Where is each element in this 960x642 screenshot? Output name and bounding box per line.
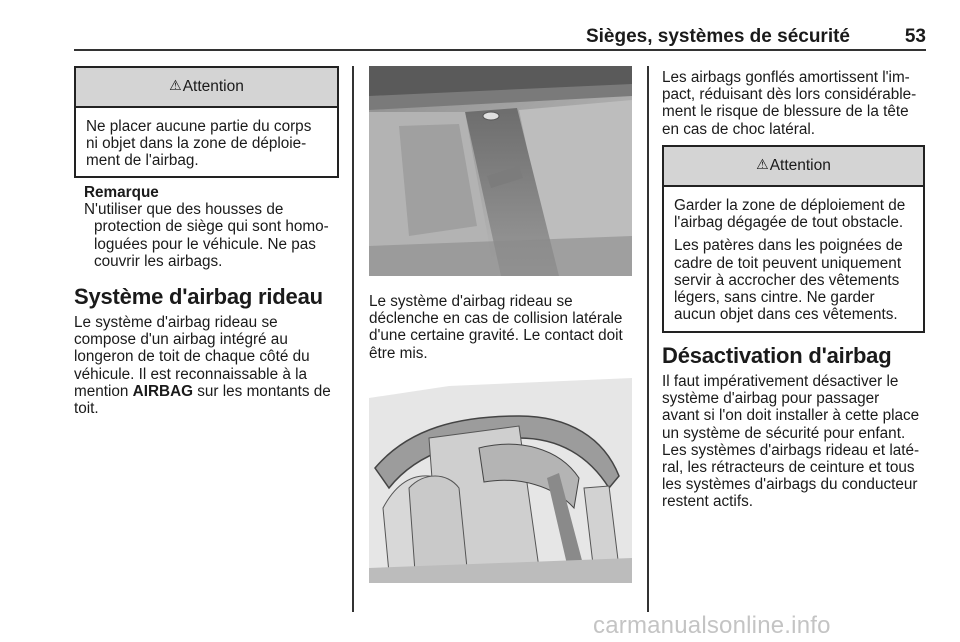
warning-triangle-icon: ⚠ — [169, 77, 182, 94]
page-title: Sièges, systèmes de sécurité — [585, 26, 850, 47]
airbag-label: AIRBAG — [132, 382, 194, 400]
column-divider-1 — [352, 66, 354, 612]
section-heading-airbag-deactivation: Désactivation d'airbag — [662, 343, 892, 368]
warning-triangle-icon: ⚠ — [756, 156, 769, 173]
figure-b-pillar-photo — [369, 66, 632, 276]
text-line: Le système d'airbag rideau se — [369, 293, 573, 310]
b-pillar-illustration — [369, 66, 632, 276]
text-line: Il faut impérativement désactiver le — [662, 373, 899, 390]
text-line: protection de siège qui sont homo- — [94, 218, 329, 236]
header-rule — [74, 49, 926, 51]
attention-box-1 — [74, 66, 339, 178]
text-line: pact, réduisant dès lors considérable- — [662, 86, 917, 104]
text-line: l'airbag dégagée de tout obstacle. — [674, 214, 904, 232]
text-line: toit. — [74, 400, 99, 418]
text-line: avant si l'on doit installer à cette place — [662, 407, 920, 425]
text-line: en cas de choc latéral. — [662, 120, 816, 138]
text-line: Les airbags gonflés amortissent l'im- — [662, 69, 910, 86]
note-body — [84, 201, 344, 270]
text-line: ral, les rétracteurs de ceinture et tous — [662, 459, 915, 477]
text-line: ment de l'airbag. — [86, 152, 199, 170]
section-heading-curtain-airbag: Système d'airbag rideau — [74, 284, 323, 309]
text-line: les systèmes d'airbags du conducteur — [662, 476, 918, 494]
curtain-airbag-paragraph — [74, 314, 349, 417]
watermark: carmanualsonline.info — [593, 612, 831, 639]
attention-header — [76, 68, 337, 108]
text-line: déclenche en cas de collision latérale — [369, 310, 623, 328]
attention-body — [76, 108, 337, 180]
text-line: Garder la zone de déploiement de — [674, 197, 906, 214]
text-line: N'utiliser que des housses de — [84, 201, 284, 219]
text-line: longeron de toit de chaque côté du — [74, 348, 310, 366]
text-line: servir à accrocher des vêtements — [674, 271, 900, 289]
text-line: véhicule. Il est reconnaissable à la — [74, 365, 307, 383]
deployment-paragraph — [369, 293, 641, 362]
text-line: aucun objet dans ces vêtements. — [674, 306, 898, 324]
attention-body — [664, 187, 923, 333]
text-line: ment le risque de blessure de la tête — [662, 103, 909, 121]
text-line: loguées pour le véhicule. Ne pas — [94, 235, 316, 253]
text-line: Les patères dans les poignées de — [674, 237, 903, 255]
text-line: restent actifs. — [662, 493, 753, 511]
car-interior-illustration — [369, 368, 632, 583]
column-divider-2 — [647, 66, 649, 612]
attention-box-2 — [662, 145, 925, 333]
text-line: Les systèmes d'airbags rideau et laté- — [662, 441, 920, 459]
text-line: Ne placer aucune partie du corps — [86, 118, 312, 135]
inflated-airbag-paragraph — [662, 69, 928, 138]
text-line: mention — [74, 382, 133, 400]
text-line: compose d'un airbag intégré au — [74, 331, 288, 349]
text-line: cadre de toit peuvent uniquement — [674, 254, 902, 272]
deactivation-paragraph — [662, 373, 930, 511]
note-block — [84, 184, 344, 270]
figure-curtain-airbag-illustration — [369, 368, 632, 583]
text-line: d'une certaine gravité. Le contact doit — [369, 327, 623, 345]
attention-header — [664, 147, 923, 187]
text-line: être mis. — [369, 344, 428, 362]
text-line: Le système d'airbag rideau se — [74, 314, 278, 331]
text-line: sur les montants de — [193, 382, 331, 400]
text-line: un système de sécurité pour enfant. — [662, 424, 906, 442]
text-line: légers, sans cintre. Ne garder — [674, 289, 875, 307]
attention-title: Attention — [769, 157, 831, 175]
text-line: couvrir les airbags. — [94, 252, 223, 270]
attention-title: Attention — [182, 78, 244, 96]
note-title: Remarque — [84, 184, 159, 201]
text-line: ni objet dans la zone de déploie- — [86, 135, 307, 153]
page-number: 53 — [904, 26, 926, 47]
text-line: système d'airbag pour passager — [662, 390, 880, 408]
